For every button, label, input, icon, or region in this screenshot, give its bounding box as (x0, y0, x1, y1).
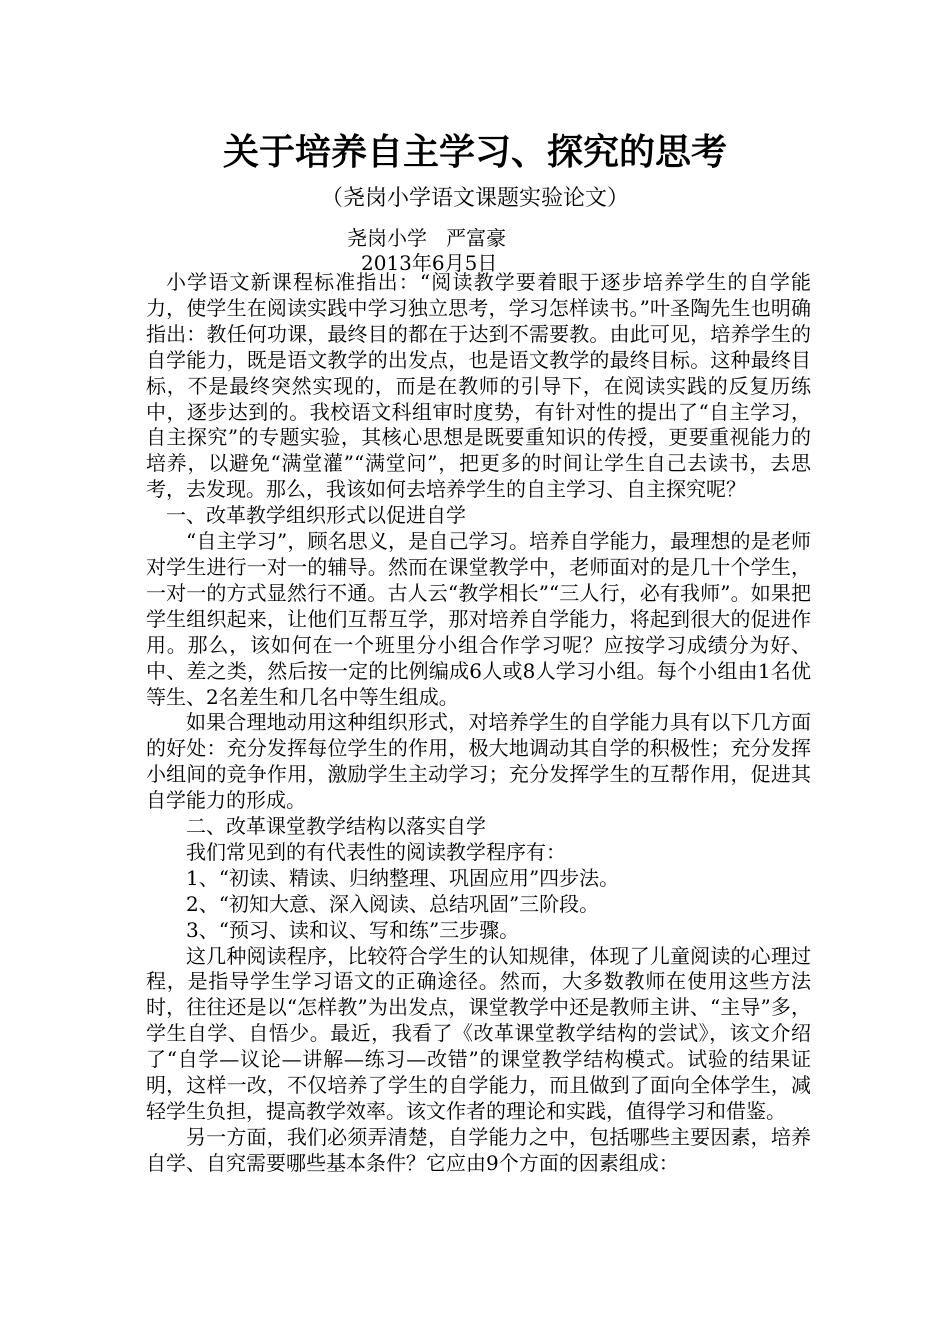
list-item: 3、“预习、读和议、写和练”三步骤。 (186, 917, 520, 942)
list-item: 1、“初读、精读、归纳整理、巩固应用”四步法。 (186, 865, 620, 890)
body-paragraph: “自主学习”，顾名思义，是自己学习。培养自学能力，最理想的是老师对学生进行一对一的辅导。然而在课堂教学中，老师面对的是几十个学生，一对一的方式显然行不通。古人云“教学相长”“三人行，必有我师”。如果把学生组织起来，让他们互帮互学，那对培养自学能力，将起到很大的促进作用。那么，该如何在一个班里分小组合作学习呢？应按学习成绩分为好、中、差之类，然后按一定的比例编成6人或8人学习小组。每个小组由1名优等生、2名差生和几名中等生组成。 (146, 529, 811, 709)
list-item: 2、“初知大意、深入阅读、总结巩固”三阶段。 (186, 891, 600, 916)
date-line: 2013年6月5日 (361, 251, 498, 275)
document-subtitle: （尧岗小学语文课题实验论文） (320, 186, 629, 211)
document-title: 关于培养自主学习、探究的思考 (222, 131, 727, 173)
body-paragraph: 另一方面，我们必须弄清楚，自学能力之中，包括哪些主要因素，培养自学、自究需要哪些基本条件？它应由9个方面的因素组成： (146, 1124, 811, 1175)
document-body (146, 270, 811, 1177)
intro-paragraph: 小学语文新课程标准指出：“阅读教学要着眼于逐步培养学生的自学能力，使学生在阅读实践中学习独立思考，学习怎样读书。”叶圣陶先生也明确指出：教任何功课，最终目的都在于达到不需要教。由此可见，培养学生的自学能力，既是语文教学的出发点，也是语文教学的最终目标。这种最终目标，不是最终突然实现的，而是在教师的引导下，在阅读实践的反复历练中，逐步达到的。我校语文科组审时度势，有针对性的提出了“自主学习，自主探究”的专题实验，其核心思想是既要重知识的传授，更要重视能力的培养，以避免“满堂灌”“满堂问”，把更多的时间让学生自己去读书，去思考，去发现。那么，我该如何去培养学生的自主学习、自主探究呢？ (146, 270, 811, 502)
section-heading-1: 一、改革教学组织形式以促进自学 (166, 503, 466, 528)
body-paragraph: 这几种阅读程序，比较符合学生的认知规律，体现了儿童阅读的心理过程，是指导学生学习语文的正确途径。然而，大多数教师在使用这些方法时，往往还是以“怎样教”为出发点，课堂教学中还是教师主讲、“主导”多，学生自学、自悟少。最近，我看了《改革课堂教学结构的尝试》，该文介绍了“自学—议论—讲解—练习—改错”的课堂教学结构模式。试验的结果证明，这样一改，不仅培养了学生的自学能力，而且做到了面向全体学生，减轻学生负担，提高教学效率。该文作者的理论和实践，值得学习和借鉴。 (146, 943, 811, 1123)
body-paragraph: 如果合理地动用这种组织形式，对培养学生的自学能力具有以下几方面的好处：充分发挥每位学生的作用，极大地调动其自学的积极性；充分发挥小组间的竞争作用，激励学生主动学习；充分发挥学生的互帮作用，促进其自学能力的形成。 (146, 710, 811, 813)
section-heading-2: 二、改革课堂教学结构以落实自学 (186, 814, 486, 839)
body-paragraph: 我们常见到的有代表性的阅读教学程序有： (186, 839, 566, 864)
author-line: 尧岗小学 严富豪 (347, 226, 507, 250)
